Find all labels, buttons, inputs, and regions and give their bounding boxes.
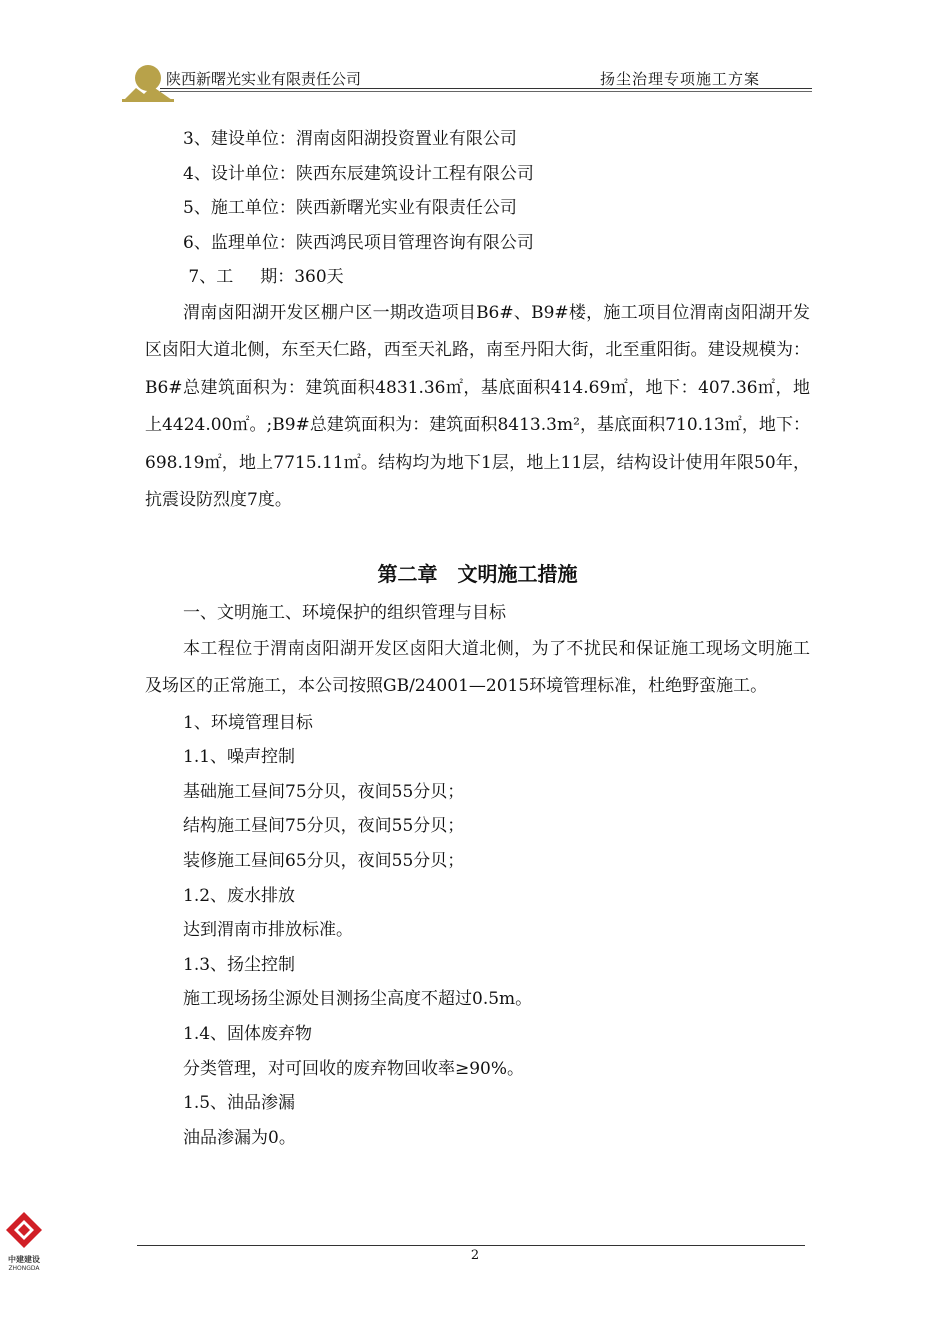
header-company-name: 陕西新曙光实业有限责任公司: [166, 70, 362, 88]
project-info-item: 7、工 期：360天: [183, 267, 344, 288]
target-line: 1、环境管理目标: [183, 712, 313, 733]
target-line: 1.3、扬尘控制: [183, 954, 296, 975]
section-heading: 一、文明施工、环境保护的组织管理与目标: [183, 602, 506, 623]
footer-logo-subtitle: ZHONGDA: [8, 1265, 40, 1272]
project-overview-paragraph: 渭南卤阳湖开发区棚户区一期改造项目B6#、B9#楼，施工项目位渭南卤阳湖开发区卤阳大道北侧，东至天仁路，西至天礼路，南至丹阳大街，北至重阳街。建设规模为：B6#总建筑面积为：建筑面积4831.36㎡，基底面积414.69㎡，地下：407.36㎡，地上4424.00㎡。;B9#总建筑面积为：建筑面积8413.3m²，基底面积710.13㎡，地下：698.19㎡，地上7715.11㎡。结构均为地下1层，地上11层，结构设计使用年限50年，抗震设防烈度7度。: [145, 302, 810, 511]
target-line: 施工现场扬尘源处目测扬尘高度不超过0.5m。: [183, 989, 533, 1010]
target-line: 1.5、油品渗漏: [183, 1093, 296, 1114]
page-number: 2: [470, 1248, 480, 1263]
target-line: 达到渭南市排放标准。: [183, 920, 353, 941]
project-info-item: 4、设计单位：陕西东辰建筑设计工程有限公司: [183, 163, 534, 184]
project-info-item: 3、建设单位：渭南卤阳湖投资置业有限公司: [183, 129, 517, 149]
footer-logo-name: 中建建设: [8, 1255, 40, 1264]
header-divider: [160, 88, 812, 89]
target-line: 1.2、废水排放: [183, 885, 296, 906]
intro-paragraph: 本工程位于渭南卤阳湖开发区卤阳大道北侧，为了不扰民和保证施工现场文明施工及场区的正常施工，本公司按照GB/24001—2015环境管理标准，杜绝野蛮施工。: [145, 638, 810, 697]
target-line: 分类管理，对可回收的废弃物回收率≥90%。: [183, 1058, 525, 1079]
header-document-title: 扬尘治理专项施工方案: [600, 70, 761, 88]
footer-logo: [2, 1210, 46, 1278]
zhongda-logo-icon: [2, 1210, 46, 1250]
target-line: 1.1、噪声控制: [183, 747, 296, 768]
project-info-item: 6、监理单位：陕西鸿民项目管理咨询有限公司: [183, 232, 534, 253]
target-line: 油品渗漏为0。: [183, 1127, 296, 1148]
target-line: 基础施工昼间75分贝，夜间55分贝；: [183, 781, 465, 802]
chapter-title: 第二章 文明施工措施: [377, 561, 578, 586]
footer-divider: [137, 1245, 805, 1246]
header-divider-secondary: [160, 91, 812, 92]
target-line: 结构施工昼间75分贝，夜间55分贝；: [183, 816, 465, 837]
document-body: [145, 122, 810, 1155]
project-info-item: 5、施工单位：陕西新曙光实业有限责任公司: [183, 198, 517, 219]
target-line: 装修施工昼间65分贝，夜间55分贝；: [183, 850, 465, 871]
target-line: 1.4、固体废弃物: [183, 1023, 313, 1044]
